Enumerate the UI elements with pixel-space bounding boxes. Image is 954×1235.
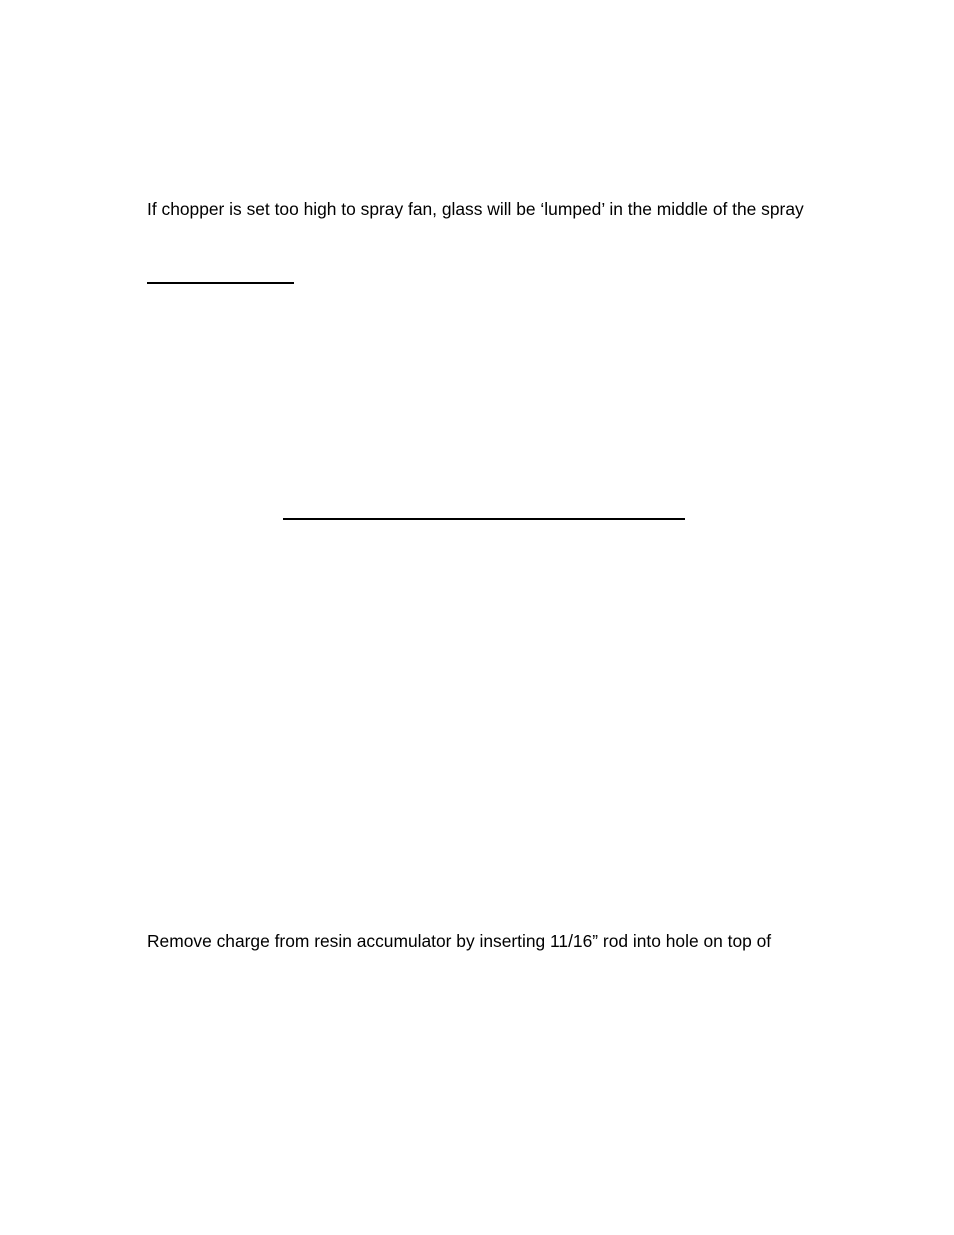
long-underline-rule xyxy=(283,518,685,520)
short-underline-rule xyxy=(147,282,294,284)
chopper-spray-note: If chopper is set too high to spray fan, glass will be ‘lumped’ in the middle of the spray xyxy=(147,199,804,219)
resin-accumulator-instruction: Remove charge from resin accumulator by inserting 11/16” rod into hole on top of xyxy=(147,931,772,951)
